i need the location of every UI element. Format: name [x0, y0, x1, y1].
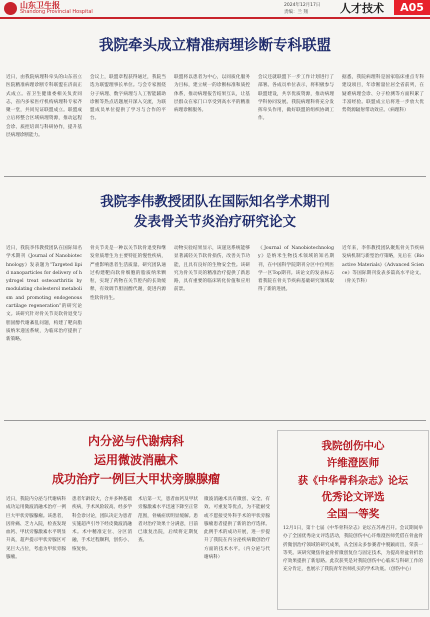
article4-body: 12月1日，第十七届《中华骨科杂志》论坛在苏州召开。会议期间举办了全国优秀论文评选活动，我院创伤中心许维澄医师凭借在骨盆骨折微创治疗领域的研究成果，从全国众多参赛者中脱颖而出，荣获一等奖。该研究聚焦骨盆骨折微创复位与固定技术，为提高骨盆骨折治疗效果提供了新思路。此次获奖是对我院创伤中心临床与科研工作的充分肯定，也展示了我院青年医师扎实的学术功底。（创伤中心） — [283, 526, 423, 573]
article1-col2: 会议上，联盟章程获得通过，我院当选为联盟理事长单位。与会专家围绕分子病理、数字病理与人工智能辅助诊断等热点话题展开深入交流，为联盟成员单位提供了学习与合作的平台。 — [90, 75, 166, 122]
newspaper-logo-icon — [4, 2, 17, 15]
article3-col3: 术后第一天，患者血钙及甲状旁腺激素水平迅速下降至正常范围，骨痛症状明显缓解。患者对治疗效果十分满意，目前已康复出院，后续将定期复查。 — [138, 497, 198, 544]
article2-col4: 《Journal of Nanobiotechnology》是纳米生物技术领域的知名期刊，在中国科学院期刊分区中位列医学一区Top期刊。该论文的发表标志着我院在骨关节疾病基础研究领域取得了新的进展。 — [258, 246, 334, 293]
article4-title-line5: 全国一等奖 — [326, 508, 380, 520]
article4-title-line1: 我院创伤中心 — [321, 440, 385, 452]
article2-col5: 近年来，李伟教授团队聚焦骨关节疾病发病机制与新型治疗策略，先后在《Bioactive Materials》《Advanced Science》等国际期刊发表多篇高水平论文。（骨关节科） — [342, 246, 424, 285]
article4-title-line4: 优秀论文评选 — [321, 491, 385, 503]
editor-credit: 责编：兰 翔 — [284, 10, 308, 15]
page-number: A05 — [394, 0, 430, 15]
article2-title-line1: 我院李伟教授团队在国际知名学术期刊 — [100, 194, 330, 210]
header-rule — [0, 17, 430, 19]
article2-col2: 骨关节炎是一种以关节软骨退变和继发骨质增生为主要特征的慢性疾病，严重影响患者生活质量。研究团队通过构建靶向软骨细胞的脂质纳米颗粒，实现了药物在关节腔内的长效缓释，有效调节胆固醇代谢，促进内源性软骨再生。 — [90, 246, 166, 301]
newspaper-name: 山东卫生报 — [20, 1, 60, 10]
section-title: 人才技术 — [340, 2, 384, 15]
article2-col1: 近日，我院李伟教授团队在国际知名学术期刊《Journal of Nanobiotechnology》发表题为“Targeted lipid nanoparticles for delivery of hydrogel treat osteoarthritis by modulating cholesterol metabolism and promoting endogenous cartilage regeneration”的研究论文。该研究针对骨关节炎软骨退变与胆固醇代谢紊乱问题，构建了靶向脂质纳米递送系统，为临床治疗提供了新策略。 — [6, 246, 82, 343]
article1-col1: 近日，由我院病理科牵头的山东省立医院精准病理诊断专科联盟在济南正式成立。省卫生健康委相关负责同志，省内多家医疗机构病理科专家齐聚一堂，共同见证联盟成立。联盟成立后将整合区域病理资源，推动远程会诊、质控培训与科研协作，提升基层病理诊断能力。 — [6, 75, 82, 139]
issue-date: 2024年12月17日 — [284, 3, 321, 8]
article3-title-line3: 成功治疗一例巨大甲状旁腺腺瘤 — [51, 472, 220, 486]
article4-title-line3: 获《中华骨科杂志》论坛 — [298, 476, 408, 487]
article2-title-line2: 发表骨关节炎治疗研究论文 — [134, 214, 296, 230]
newspaper-subtitle: Shandong Provincial Hospital — [20, 9, 93, 15]
article4-title-line2: 许维澄医师 — [326, 457, 380, 469]
divider — [4, 420, 426, 421]
article3-col2: 患者年龄较大，合并多种基础疾病，手术风险较高。经多学科会诊讨论，团队决定为患者实施超声引导下经皮微波消融术。术中精准定位、分区消融，手术过程顺利，创伤小、恢复快。 — [72, 497, 132, 552]
article1-title: 我院牵头成立精准病理诊断专科联盟 — [99, 38, 331, 54]
article3-title-line1: 内分泌与代谢病科 — [87, 434, 184, 448]
article3-col4: 微波消融术具有微创、安全、有效、可重复等优点，为不能耐受或不愿接受外科手术的甲状旁腺腺瘤患者提供了新的治疗选择。此例手术的成功开展，进一步提升了我院在内分泌疾病微创治疗方面的技术水平。（内分泌与代谢病科） — [204, 497, 270, 561]
article1-col5: 据悉，我院病理科是国家临床重点专科建设项目，年诊断量位居全省前列，在疑难病理会诊、分子检测等方面积累了丰富经验。联盟成立后将进一步放大优势资源辐射带动效应。（病理科） — [342, 75, 424, 114]
article3-col1: 近日，我院内分泌与代谢病科成功运用微波消融术治疗一例巨大甲状旁腺腺瘤。该患者，因骨痛、乏力入院，检查发现血钙、甲状旁腺激素水平明显升高，超声提示甲状旁腺区可见巨大占位，考虑为甲状旁腺腺瘤。 — [6, 497, 66, 561]
divider — [4, 176, 426, 177]
article2-col3: 动物实验结果显示，该递送系统能够显著减轻关节软骨损伤，改善关节功能，且具有良好的生物安全性。该研究为骨关节炎的精准治疗提供了新思路，具有重要的临床转化价值和应用前景。 — [174, 246, 250, 293]
article1-col3: 联盟将以患者为中心，以同质化服务为目标，建立统一的诊断标准和质控体系，推动病理报告结果互认，让基层群众在家门口享受到高水平的精准病理诊断服务。 — [174, 75, 250, 114]
article3-title-line2: 运用微波消融术 — [93, 453, 178, 467]
article1-col4: 会议还就联盟下一步工作计划进行了部署。各成员单位表示，将积极参与联盟建设，共享优质资源，推动病理学科协同发展。我院病理科将充分发挥牵头作用，做好联盟的组织协调工作。 — [258, 75, 334, 122]
